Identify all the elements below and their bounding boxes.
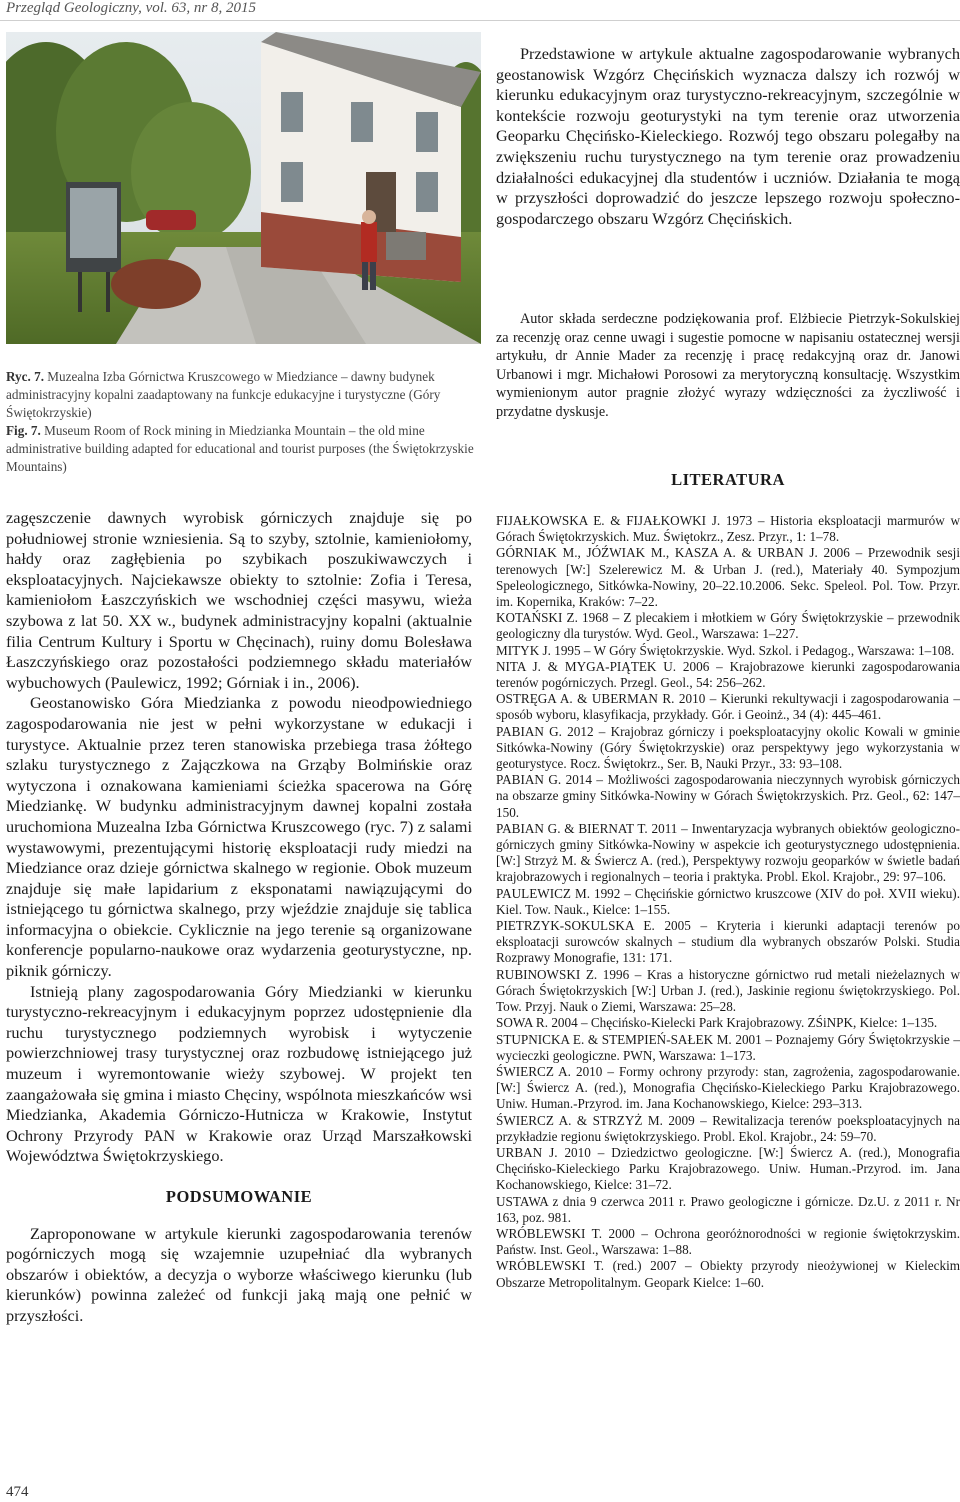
paragraph: zagęszczenie dawnych wyrobisk górniczych znajduje się po południowej stronie wzniesienia. Są to szyby, sztolnie, kamieniołomy, hałdy oraz zagłębienia po szybikach poszukiwawczych i eksploatacyjnych. Najciekawsze obiekty to sztolnie: Zofia i Teresa, kamieniołom Łaszczyńskich we wschodniej części masywu, wieża szybowa z lat 50. XX w., budynek administracyjny kopalni (aktualnie filia Centrum Kultury i Sportu w Chęcinach), ruiny domu Bolesława Łaszczyńskiego oraz pozostałości podziemnego składu materiałów wybuchowych (Paulewicz, 1992; Górniak i in., 2006). (6, 508, 472, 692)
page-number: 474 (6, 1484, 29, 1500)
paragraph: Zaproponowane w artykule kierunki zagospodarowania terenów pogórniczych mogą się wzajemnie uzupełniać dla wybranych obszarów i obiektów, a decyzja o wyborze właściwego kierunku (lub kierunków) powinna zależeć od funkcji jaką mają one pełnić w przyszłości. (6, 1223, 472, 1325)
caption-en-label: Fig. 7. (6, 423, 41, 438)
reference-item: USTAWA z dnia 9 czerwca 2011 r. Prawo geologiczne i górnicze. Dz.U. z 2011 r. Nr 163, poz. 981. (496, 1193, 960, 1225)
left-column (6, 508, 472, 1327)
figure-caption (6, 368, 476, 476)
caption-pl-text: Muzealna Izba Górnictwa Kruszcowego w Miedziance – dawny budynek administracyjny kopalni zaadaptowany na funkcje edukacyjne i turystyczne (Góry Świętokrzyskie) (6, 369, 441, 420)
reference-item: PABIAN G. 2014 – Możliwości zagospodarowania nieczynnych wyrobisk górniczych na obszarze gminy Sitkówka-Nowiny w Górach Świętokrzyskich. Prz. Geol., 62: 147–150. (496, 772, 960, 820)
reference-item: ŚWIERCZ A. & STRZYŻ M. 2009 – Rewitalizacja terenów poeksploatacyjnych na przykładzie regionu świętokrzyskiego. Probl. Ekol. Krajobr., 24: 59–70. (496, 1112, 960, 1144)
reference-item: GÓRNIAK M., JÓŹWIAK M., KASZA A. & URBAN J. 2006 – Przewodnik sesji terenowych [W:] Szelerewicz M. & Urban J. (red.), Materiały 40. Sympozjum Speleologicznego, Sitkówka-Nowiny, 20–22.10.2006. Sekc. Speleol. Pol. Tow. Przyr. im. Kopernika, Kraków: 7–22. (496, 545, 960, 610)
reference-item: RUBINOWSKI Z. 1996 – Kras a historyczne górnictwo rud metali nieżelaznych w Górach Świętokrzyskich [W:] Urban J. (red.), Jaskinie regionu świętokrzyskiego. Pol. Tow. Przyj. Nauk o Ziemi, Warszawa: 25–28. (496, 966, 960, 1015)
paragraph: Istnieją plany zagospodarowania Góry Miedzianki w kierunku turystyczno-rekreacyjnym i edukacyjnym poprzez udostępnienie dla ruchu turystycznego podziemnych wyrobisk i wytyczenie powierzchniowej trasy turystycznej oraz rozbudowę istniejącego już muzeum i wyremontowanie wieży szybowej. W projekt ten zaangażowała się gmina i miasto Chęciny, wspólnota mieszkańców wsi Miedzianka, Akademia Górniczo-Hutnicza w Krakowie, Instytut Ochrony Przyrody PAN w Krakowie oraz Urząd Marszałkowski Województwa Świętokrzyskiego. (6, 981, 472, 1166)
conclusion-paragraph: Przedstawione w artykule aktualne zagospodarowanie wybranych geostanowisk Wzgórz Chęcińskich wyznacza dalszy ich rozwój w kierunku edukacyjnym oraz turystyczno-rekreacyjnym, szczególnie w kontekście rozwoju geoturystyki na tym terenie oraz utworzenia Geoparku Chęcińsko-Kieleckiego. Rozwój tego obszaru polegałby na zwiększeniu ruchu turystycznego na tym terenie oraz prowadzeniu działalności edukacyjnej dla studentów i uczniów. Działania te mogą w przyszłości doprowadzić do jeszcze lepszego rozwoju społeczno-gospodarczego obszaru Wzgórz Chęcińskich. (496, 44, 960, 228)
reference-item: PABIAN G. 2012 – Krajobraz górniczy i poeksploatacyjny okolic Kowali w gminie Sitkówka-Nowiny (Góry Świętokrzyskie) oraz perspektywy jego wykorzystania w geoturystyce. Rocz. Świętokrz., Ser. B, Nauki Przyr., 33: 93–108. (496, 723, 960, 772)
reference-item: ŚWIERCZ A. 2010 – Formy ochrony przyrody: stan, zagrożenia, zagospodarowanie. [W:] Świercz A. (red.), Monografia Chęcińsko-Kieleckiego Parku Krajobrazowego. Uniw. Human.-Przyrod. im. Jana Kochanowskiego, Kielce: 293–313. (496, 1063, 960, 1112)
reference-item: FIJAŁKOWSKA E. & FIJAŁKOWKI J. 1973 – Historia eksploatacji marmurów w Górach Świętokrzyskich. Muz. Świętokrz., Zesz. Przyr., 1: 1–78. (496, 513, 960, 545)
reference-item: PABIAN G. & BIERNAT T. 2011 – Inwentaryzacja wybranych obiektów geologiczno-górniczych gminy Sitkówka-Nowiny w aspekcie ich geoturystycznego udostępnienia. [W:] Strzyż M. & Świercz A. (red.), Perspektywy rozwoju geoparków w świetle badań krajobrazowych i regionalnych – teoria i praktyka. Probl. Ekol. Krajobr., 29: 97–106. (496, 820, 960, 885)
summary-heading: PODSUMOWANIE (165, 1187, 313, 1206)
header-divider (0, 20, 960, 21)
reference-item: NITA J. & MYGA-PIĄTEK U. 2006 – Krajobrazowe kierunki zagospodarowania terenów pogórniczych. Przegl. Geol., 54: 256–262. (496, 658, 960, 691)
museum-building-photo (6, 32, 481, 344)
paragraph: Geostanowisko Góra Miedzianka z powodu nieodpowiedniego zagospodarowania nie jest w pełni wykorzystane w edukacji i turystyce. Aktualnie przez teren stanowiska przebiega trasa żółtego szlaku turystycznego z Zajączkowa na Grząby Bolmińskie oraz wytyczona i oznakowana kamieniami ścieżka spacerowa na Górę Miedziankę. W budynku administracyjnym dawnej kopalni została uruchomiona Muzealna Izba Górnictwa Kruszcowego (ryc. 7) z salami wystawowymi, prezentującymi historię eksploatacji rudy miedzi na Miedziance oraz dzieje górnictwa skalnego w regionie. Obok muzeum znajduje się małe lapidarium z eksponatami nawiązującymi do istniejącego tu górnictwa skalnego, przy wjeździe znajduje się tablica informacyjna o obiekcie. Cyklicznie na jego terenie są organizowane konferencje popularno-naukowe oraz wydarzenia geoturystyczne, np. piknik górniczy. (6, 693, 472, 981)
reference-item: WRÓBLEWSKI T. 2000 – Ochrona georóżnorodności w regionie świętokrzyskim. Państw. Inst. Geol., Warszawa: 1–88. (496, 1225, 960, 1258)
acknowledgement-text: Autor składa serdeczne podziękowania prof. Elżbiecie Pietrzyk-Sokulskiej za recenzję oraz cenne uwagi i sugestie pomocne w napisaniu ostatecznej wersji artykułu, dr Annie Mader za recenzję i pracę redakcyjną oraz dr. Janowi Urbanowi i mgr. Michałowi Porosowi za merytoryczną konsultację. Wszystkim wymienionym autor pragnie złożyć wyrazy wdzięczności za życzliwość i przydatne dyskusje. (496, 311, 960, 420)
reference-item: PAULEWICZ M. 1992 – Chęcińskie górnictwo kruszcowe (XIV do poł. XVII wieku). Kiel. Tow. Nauk., Kielce: 1–155. (496, 885, 960, 917)
reference-item: KOTAŃSKI Z. 1968 – Z plecakiem i młotkiem w Góry Świętokrzyskie – przewodnik geologiczny dla turystów. Wyd. Geol., Warszawa: 1–227. (496, 610, 960, 642)
reference-item: WRÓBLEWSKI T. (red.) 2007 – Obiekty przyrody nieożywionej w Kieleckim Obszarze Metropolitalnym. Geopark Kielce: 1–60. (496, 1258, 960, 1290)
reference-item: MITYK J. 1995 – W Góry Świętokrzyskie. Wyd. Szkol. i Pedagog., Warszawa: 1–108. (496, 642, 955, 658)
literature-heading: LITERATURA (671, 470, 785, 489)
reference-item: OSTRĘGA A. & UBERMAN R. 2010 – Kierunki rekultywacji i zagospodarowania – sposób wyboru, klasyfikacja, przykłady. Gór. i Geoinż., 34 (4): 445–461. (496, 691, 960, 723)
reference-item: URBAN J. 2010 – Dziedzictwo geologiczne. [W:] Świercz A. (red.), Monografia Chęcińsko-Kieleckiego Parku Krajobrazowego. Uniw. Human.-Przyrod. im. Jana Kochanowskiego, Kielce: 31–72. (496, 1144, 960, 1193)
caption-pl-label: Ryc. 7. (6, 369, 44, 384)
figure-photo (6, 32, 481, 344)
journal-header: Przegląd Geologiczny, vol. 63, nr 8, 2015 (6, 0, 256, 16)
reference-item: STUPNICKA E. & STEMPIEŃ-SAŁEK M. 2001 – Poznajemy Góry Świętokrzyskie – wycieczki geologiczne. PWN, Warszawa: 1–173. (496, 1031, 960, 1063)
reference-item: SOWA R. 2004 – Chęcińsko-Kielecki Park Krajobrazowy. ZŚiNPK, Kielce: 1–135. (496, 1015, 938, 1031)
reference-item: PIETRZYK-SOKULSKA E. 2005 – Kryteria i kierunki adaptacji terenów po eksploatacji surowców skalnych – studium dla wybranych obszarów Polski. Studia Rozprawy Monografie, 131: 171. (496, 918, 960, 966)
caption-en-text: Museum Room of Rock mining in Miedzianka Mountain – the old mine administrative building adapted for educational and tourist purposes (the Świętokrzyskie Mountains) (6, 423, 474, 474)
reference-list (496, 513, 960, 1291)
acknowledgement (496, 310, 960, 422)
